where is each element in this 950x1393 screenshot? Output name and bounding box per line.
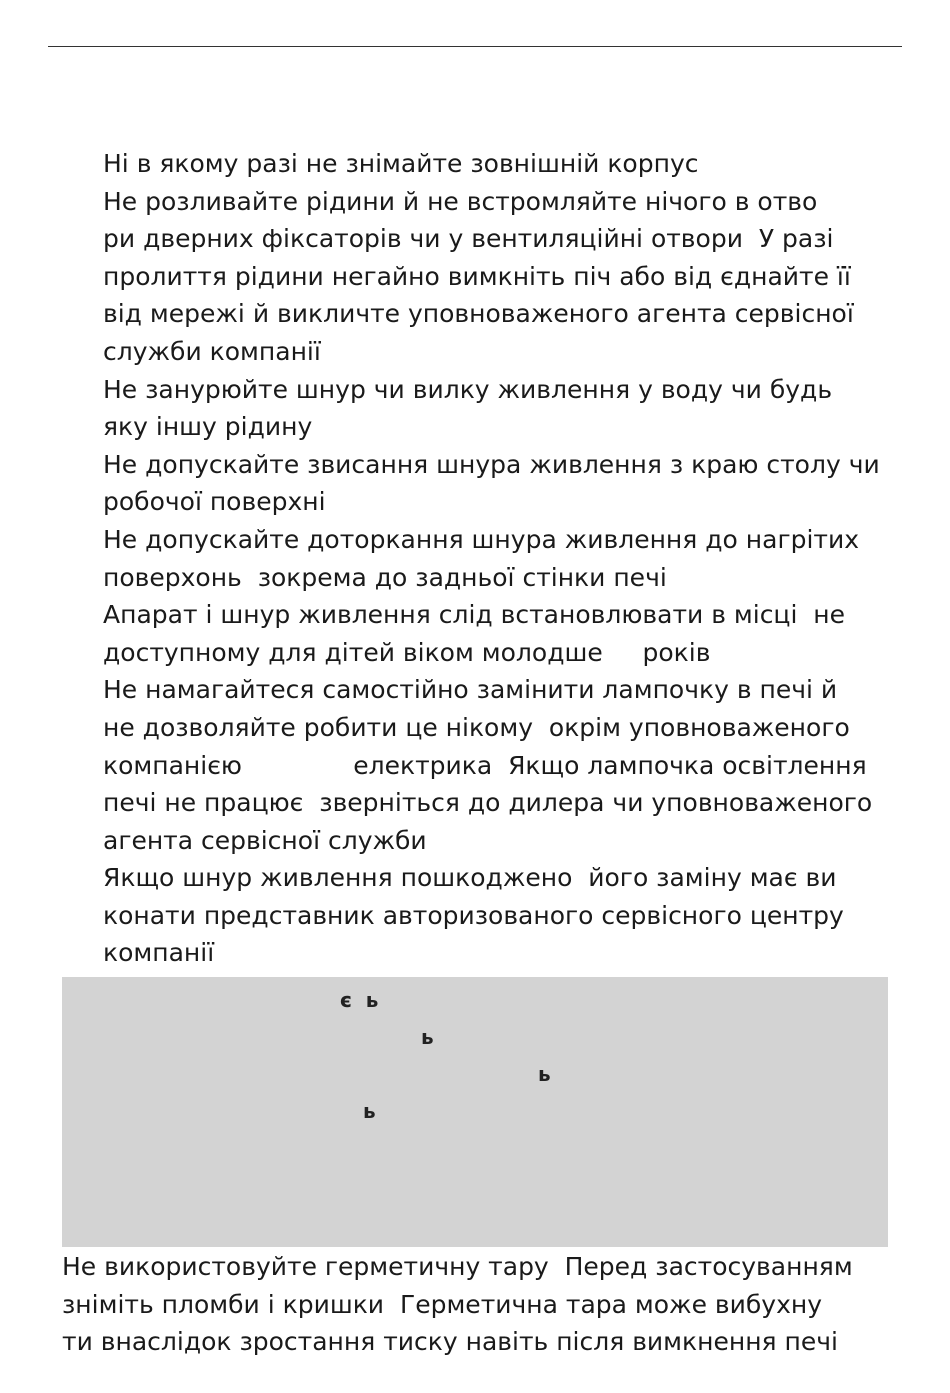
list-line: конати представник авторизованого сервісного центру [103,900,844,930]
warning-box [62,977,888,1247]
warning-glyph: є ь [340,988,379,1012]
list-line: пролиття рідини негайно вимкніть піч або від єднайте її [103,261,851,291]
list-line: не дозволяйте робити це нікому окрім уповноваженого [103,712,850,742]
list-line: поверхонь зокрема до задньої стінки печі [103,562,667,592]
sealed-container-warning [62,1248,922,1361]
list-line: Якщо шнур живлення пошкоджено його заміну має ви [103,863,837,893]
list-line: компанією електрика Якщо лампочка освітлення [103,750,867,780]
list-line: Не занурюйте шнур чи вилку живлення у воду чи будь [103,374,833,404]
list-line: доступному для дітей віком молодше років [103,637,711,667]
list-line: печі не працює зверніться до дилера чи уповноваженого [103,788,873,818]
list-line: служби компанії [103,336,321,366]
warning-glyph: ь [538,1062,551,1086]
list-line: Не розливайте рідини й не встромляйте нічого в отво [103,186,818,216]
list-line: Апарат і шнур живлення слід встановлювати в місці не [103,600,846,630]
list-line: Не допускайте доторкання шнура живлення до нагрітих [103,524,859,554]
list-line: робочої поверхні [103,487,326,517]
list-line: ри дверних фіксаторів чи у вентиляційні отвори У разі [103,224,834,254]
paragraph-line: Не використовуйте герметичну тару Перед застосуванням [62,1252,853,1281]
paragraph-line: ти внаслідок зростання тиску навіть після вимкнення печі [62,1327,838,1357]
warning-glyph: ь [363,1099,376,1123]
list-line: від мережі й викличте уповноваженого агента сервісної [103,299,854,329]
list-line: компанії [103,938,215,968]
list-line: Ні в якому разі не знімайте зовнішній корпус [103,149,699,178]
list-line: Не допускайте звисання шнура живлення з краю столу чи [103,449,880,479]
paragraph-line: зніміть пломби і кришки Герметична тара може вибухну [62,1289,823,1319]
safety-instructions-list [103,145,903,972]
list-line: Не намагайтеся самостійно замінити лампочку в печі й [103,675,838,705]
list-line: яку іншу рідину [103,412,313,442]
top-divider [48,46,902,47]
warning-glyph: ь [421,1025,434,1049]
list-line: агента сервісної служби [103,825,427,855]
